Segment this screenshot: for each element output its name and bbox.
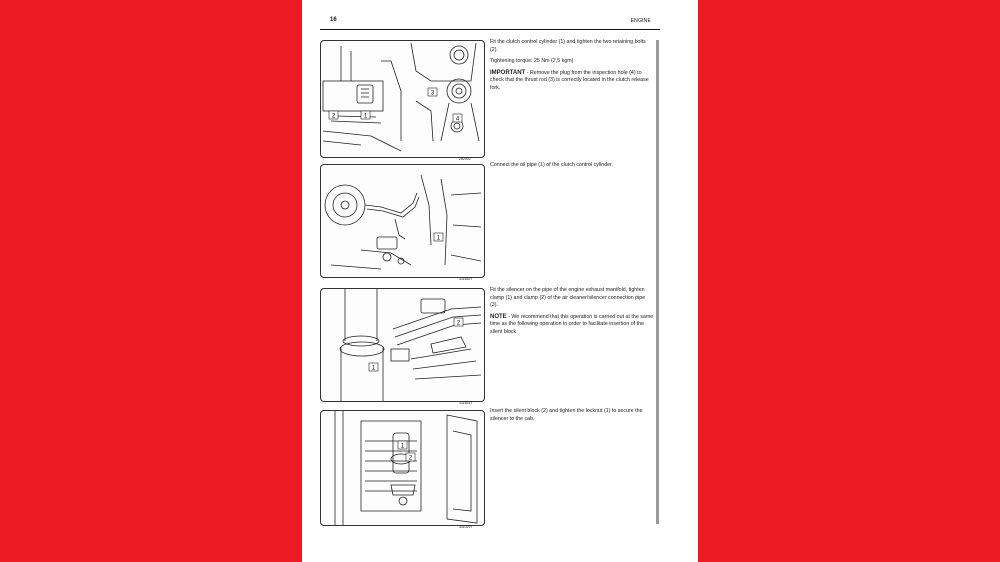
callout-label: 2	[331, 113, 336, 120]
step-1-text	[490, 39, 654, 97]
step-3-text	[490, 287, 654, 341]
step-4-text	[490, 408, 654, 427]
callout-label: 1	[436, 235, 441, 242]
paragraph-body: - We recommend that this operation is carried out at the same time as the following operation in order to facilitate insertion of the silent block.	[490, 313, 654, 335]
figure-silent-block-drawing	[321, 411, 484, 525]
paragraph	[490, 314, 654, 337]
paragraph: Fit the clutch control cylinder (1) and tighten the two retaining bolts (2).	[490, 39, 646, 53]
step-2-text	[490, 162, 654, 174]
note-label: NOTE	[490, 313, 507, 320]
figure-code: 311631T	[459, 401, 473, 405]
paragraph-body: - Remove the plug from the inspection hole (4) to check that the thrust rod (3) is correctly located in the clutch release fork.	[490, 69, 649, 91]
figure-silencer	[320, 288, 485, 402]
section-title: ENGINE	[630, 18, 651, 24]
paragraph: Insert the silent block (2) and tighten the locknut (1) to secure the silencer to the cab.	[490, 408, 643, 422]
header-rule	[320, 29, 660, 30]
scrollbar-thumb[interactable]	[656, 40, 659, 524]
callout-label: 1	[400, 443, 405, 450]
paragraph: Tightening torque: 25 Nm (2,5 kgm)	[490, 58, 574, 65]
callout-label: 1	[371, 365, 376, 372]
figure-clutch-cylinder-drawing	[321, 41, 484, 157]
figure-code: 282902	[459, 157, 471, 161]
figure-code: 311632T	[459, 277, 473, 281]
callout-label: 1	[363, 113, 368, 120]
vertical-scrollbar[interactable]	[656, 40, 659, 524]
paragraph	[490, 70, 654, 93]
figure-code: 311029T	[459, 525, 473, 529]
figure-oil-pipe	[320, 164, 485, 278]
callout-label: 2	[408, 455, 413, 462]
figure-clutch-cylinder	[320, 40, 485, 158]
callout-label: 3	[430, 90, 435, 97]
callout-label: 4	[455, 116, 460, 123]
figure-silent-block	[320, 410, 485, 526]
manual-page	[302, 0, 698, 562]
figure-silencer-drawing	[321, 289, 484, 401]
important-label: IMPORTANT	[490, 69, 526, 76]
page-number: 16	[330, 17, 337, 23]
figure-oil-pipe-drawing	[321, 165, 484, 277]
paragraph: Connect the oil pipe (1) of the clutch control cylinder.	[490, 162, 614, 168]
callout-label: 2	[456, 320, 461, 327]
paragraph: Fit the silencer on the pipe of the engine exhaust manifold, tighten clamp (1) and clamp (2) of the air cleaner/silencer connection pipe (3).	[490, 287, 646, 309]
